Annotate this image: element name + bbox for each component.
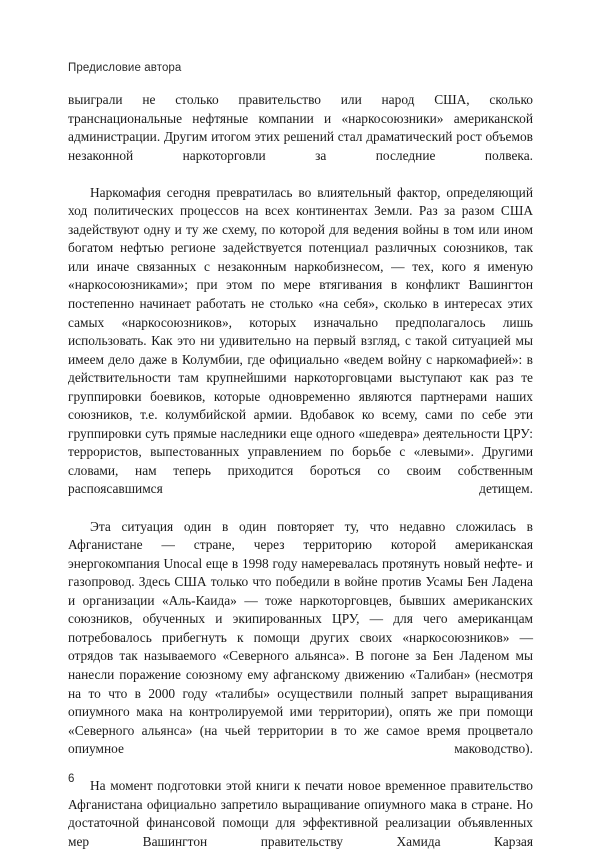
body-text-column [68, 91, 533, 855]
paragraph: выиграли не столько правительство или народ США, сколько транснациональные нефтяные компании и «наркосоюзники» американской администрации. Другим итогом этих решений стал драматический рост объемов незаконной наркоторговли за последние полвека. [68, 92, 533, 163]
paragraph: Наркомафия сегодня превратилась во влиятельный фактор, определяющий ход политических процессов на всех континентах Земли. Раз за разом США задействуют одну и ту же схему, по которой для ведения войны в том или ином богатом нефтью регионе задействуется потенциал различных союзников, так или иначе связанных с незаконным наркобизнесом, — тех, кого я именую «наркосоюзниками»; при этом по мере втягивания в конфликт Вашингтон постепенно начинает работать не столько «на себя», сколько в интересах этих самых «наркосоюзников», которых изначально предполагалось лишь использовать. Как это ни удивительно на первый взгляд, с такой ситуацией мы имеем дело даже в Колумбии, где официально «ведем войну с наркомафией»: в действительности там крупнейшими наркоторговцами выступают как раз те группировки боевиков, которые одновременно являются партнерами наших союзников, т.е. колумбийской армии. Вдобавок ко всему, сами по себе эти группировки суть прямые наследники еще одного «шедевра» деятельности ЦРУ: террористов, выпестованных управлением по борьбе с «левыми». Другими словами, нам теперь приходится бороться со своим собственным распоясавшимся детищем. [68, 184, 533, 497]
running-header: Предисловие автора [68, 62, 182, 74]
paragraph: Эта ситуация один в один повторяет ту, что недавно сложилась в Афганистане — стране, через территорию которой американская энергокомпания Unocal еще в 1998 году намеревалась протянуть новый нефте- и газопровод. Здесь США только что победили в войне против Усамы Бен Ладена и организации «Аль-Каида» — тоже наркоторговцев, бывших американских союзников, обученных и экипированных ЦРУ, — для чего американцам потребовалось прибегнуть к помощи других своих «наркосоюзников» — отрядов так называемого «Северного альянса». В погоне за Бен Ладеном мы нанесли поражение союзному ему афганскому движению «Талибан» (несмотря на то что в 2000 году «талибы» осуществили полный запрет выращивания опиумного мака на контролируемой ими территории), опять же при помощи «Северного альянса» (на чьей территории в то же самое время процветало опиумное маководство). [68, 518, 533, 757]
paragraph: На момент подготовки этой книги к печати новое временное правительство Афганистана официально запретило выращивание опиумного мака в стране. Но достаточной финансовой помощи для эффективной реализации объявленных мер Вашингтон правительству Хамида Карзая [68, 778, 533, 849]
page-number: 6 [68, 773, 75, 785]
